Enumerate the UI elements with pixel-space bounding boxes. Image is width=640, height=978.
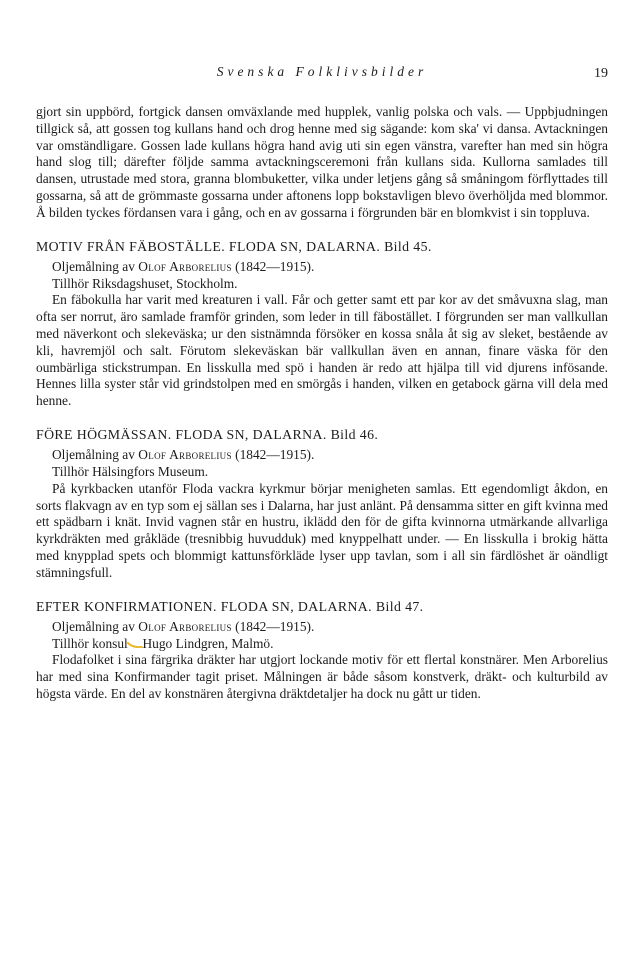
running-head xyxy=(36,64,608,84)
artist-name: Olof Arborelius xyxy=(138,446,232,462)
artist-years: (1842—1915). xyxy=(235,258,315,274)
section-bild-46 xyxy=(36,426,608,582)
intro-paragraph-block xyxy=(36,104,608,222)
medium-label: Oljemålning av xyxy=(52,258,135,274)
section-body: En fäbokulla har varit med kreaturen i vall. Får och getter samt ett par kor av det småvuxna slag, man ofta ser norrut, äro samlade framför grinden, som leder in till fäbostället. I förgrunden ser man vallkullan med näverkont och slekeväska; ur den sistnämnda försöker en kossa snåla åt sig av sleket, bestående av kli, havremjöl och salt. Förutom slekeväskan bär vallkullan även en annan, finare väska för den oumbärliga stickstrumpan. En lisskulla med spö i handen är redo att hjälpa till vid djurens infösande. Hennes lilla syster står vid grindstolpen med en smörgås i handen, vilken en getabock gärna vill dela med henne. xyxy=(36,292,608,409)
artist-line xyxy=(36,618,608,635)
owner-prefix: Tillhör konsul xyxy=(52,635,128,651)
section-bild-45 xyxy=(36,238,608,410)
section-heading: EFTER KONFIRMATIONEN. FLODA SN, DALARNA. Bild 47. xyxy=(36,598,424,614)
running-title: Svenska Folklivsbilder xyxy=(216,64,428,79)
intro-paragraph: gjort sin uppbörd, fortgick dansen omväxlande med hupplek, vanlig polska och vals. — Uppbjudningen tillgick så, att gossen tog kullans hand och drog henne med sig sägande: kom ska' vi dansa. Avtackningen var omständligare. Gossen lade kullans högra hand avig uti sin egen vänstra, varefter han med sin högra hand slog till; därefter följde samma avtackningsceremoni från kullans sida. Kullorna samlades till dansen, utrustade med stora, granna blombuketter, vilka under letjens gång så småningom förflyttades till gossarna, så att de grömmaste gossarna under aftonens lopp bokstavligen blevo överhöljda med blommor. Å bilden tyckes fördansen vara i gång, och en av gossarna i förgrunden bär en blomkvist i sin toppluva. xyxy=(36,104,608,220)
artist-years: (1842—1915). xyxy=(235,618,315,634)
medium-label: Oljemålning av xyxy=(52,618,135,634)
page-number: 19 xyxy=(594,66,608,81)
section-heading: FÖRE HÖGMÄSSAN. FLODA SN, DALARNA. Bild 46. xyxy=(36,426,379,442)
medium-label: Oljemålning av xyxy=(52,446,135,462)
page xyxy=(36,64,608,703)
artist-line xyxy=(36,446,608,463)
section-bild-47 xyxy=(36,598,608,703)
owner-line: Tillhör Hälsingfors Museum. xyxy=(52,464,209,480)
artist-name: Olof Arborelius xyxy=(138,258,232,274)
artist-line xyxy=(36,258,608,275)
owner-line xyxy=(36,635,608,652)
section-heading: MOTIV FRÅN FÄBOSTÄLLE. FLODA SN, DALARNA. Bild 45. xyxy=(36,238,432,254)
owner-name: Hugo Lindgren, Malmö. xyxy=(142,635,274,651)
highlighter-mark-icon xyxy=(127,642,143,648)
owner-line: Tillhör Riksdagshuset, Stockholm. xyxy=(52,275,238,291)
artist-years: (1842—1915). xyxy=(235,446,315,462)
section-body: Flodafolket i sina färgrika dräkter har utgjort lockande motiv för ett flertal konstnärer. Men Arborelius har med sina Konfirmander tagit priset. Målningen är både såsom konstverk, dräkt- och kulturbild av högsta värde. En del av konstnären återgivna dräktdetaljer ha dock nu gått ur tiden. xyxy=(36,652,608,701)
artist-name: Olof Arborelius xyxy=(138,618,232,634)
section-body: På kyrkbacken utanför Floda vackra kyrkmur börjar menigheten samlas. Ett egendomligt åkdon, en sorts flakvagn av en typ som ej sällan ses i Dalarna, har just anlänt. På densamma sitter en gift kvinna med ett spädbarn i knät. Invid vagnen står en hustru, iklädd den för de gifta kvinnorna utmärkande allvarliga kyrkdräkten med gråkläde (tresnibbig huvudduk) med knyppelhatt under. — En lisskulla i brokig hätta med knypplad spets och blommigt kattunsförkläde lyser upp tavlan, som i all sin färdlöshet är oändligt stämningsfull. xyxy=(36,480,608,580)
